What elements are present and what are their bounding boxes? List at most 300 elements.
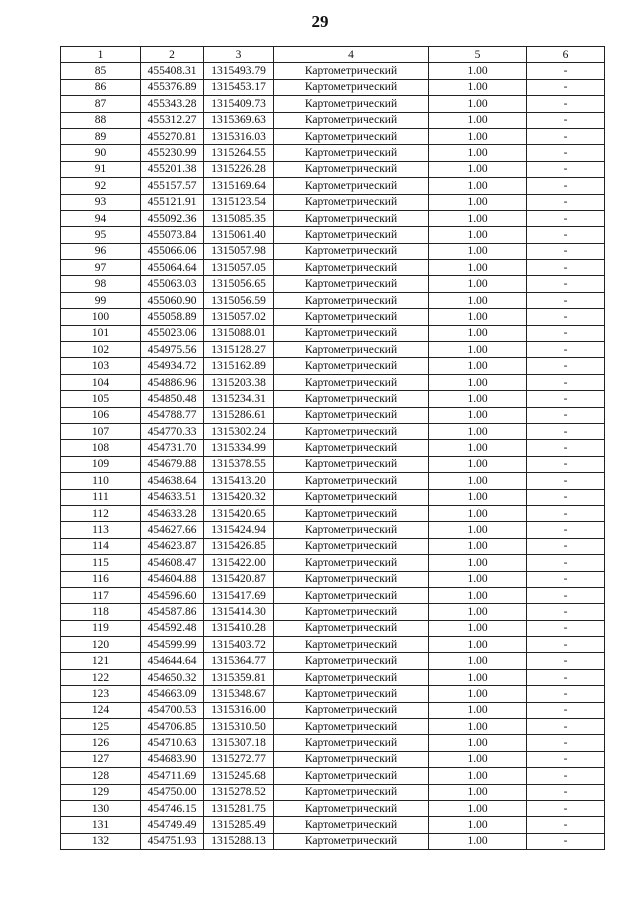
table-cell: 1315286.61 bbox=[204, 407, 274, 423]
table-cell: - bbox=[527, 358, 605, 374]
table-cell: - bbox=[527, 555, 605, 571]
table-cell: 1315245.68 bbox=[204, 768, 274, 784]
table-cell: 110 bbox=[61, 473, 141, 489]
table-cell: - bbox=[527, 407, 605, 423]
table-cell: Картометрический bbox=[274, 637, 429, 653]
table-cell: 454710.63 bbox=[141, 735, 204, 751]
table-cell: 1315420.87 bbox=[204, 571, 274, 587]
table-cell: - bbox=[527, 686, 605, 702]
table-row bbox=[61, 227, 605, 243]
table-cell: 455064.64 bbox=[141, 260, 204, 276]
table-cell: 1.00 bbox=[429, 194, 527, 210]
table-cell: 1.00 bbox=[429, 735, 527, 751]
table-cell: 125 bbox=[61, 719, 141, 735]
table-cell: 1.00 bbox=[429, 719, 527, 735]
table-cell: 1315310.50 bbox=[204, 719, 274, 735]
table-cell: - bbox=[527, 833, 605, 849]
table-cell: 1315413.20 bbox=[204, 473, 274, 489]
table-row bbox=[61, 309, 605, 325]
table-cell: - bbox=[527, 735, 605, 751]
table-cell: Картометрический bbox=[274, 571, 429, 587]
table-cell: 454650.32 bbox=[141, 669, 204, 685]
table-cell: Картометрический bbox=[274, 358, 429, 374]
table-cell: 116 bbox=[61, 571, 141, 587]
table-cell: - bbox=[527, 440, 605, 456]
table-cell: 103 bbox=[61, 358, 141, 374]
table-cell: 1315162.89 bbox=[204, 358, 274, 374]
table-cell: 454750.00 bbox=[141, 784, 204, 800]
table-cell: 454623.87 bbox=[141, 538, 204, 554]
table-cell: 454850.48 bbox=[141, 391, 204, 407]
table-cell: 455312.27 bbox=[141, 112, 204, 128]
table-cell: 1.00 bbox=[429, 833, 527, 849]
coordinates-table bbox=[60, 46, 605, 850]
table-row bbox=[61, 79, 605, 95]
table-cell: 1.00 bbox=[429, 325, 527, 341]
table-cell: - bbox=[527, 522, 605, 538]
table-cell: Картометрический bbox=[274, 522, 429, 538]
table-cell: - bbox=[527, 637, 605, 653]
table-cell: - bbox=[527, 604, 605, 620]
table-cell: 454587.86 bbox=[141, 604, 204, 620]
table-row bbox=[61, 817, 605, 833]
table-cell: - bbox=[527, 112, 605, 128]
table-row bbox=[61, 374, 605, 390]
table-cell: 1315169.64 bbox=[204, 178, 274, 194]
table-row bbox=[61, 63, 605, 79]
table-row bbox=[61, 686, 605, 702]
table-cell: 1.00 bbox=[429, 276, 527, 292]
table-cell: 1315234.31 bbox=[204, 391, 274, 407]
table-cell: 131 bbox=[61, 817, 141, 833]
table-cell: 95 bbox=[61, 227, 141, 243]
table-cell: - bbox=[527, 538, 605, 554]
table-cell: Картометрический bbox=[274, 325, 429, 341]
table-cell: 454886.96 bbox=[141, 374, 204, 390]
table-cell: - bbox=[527, 669, 605, 685]
table-row bbox=[61, 178, 605, 194]
table-cell: Картометрический bbox=[274, 555, 429, 571]
table-cell: 454706.85 bbox=[141, 719, 204, 735]
table-cell: 454770.33 bbox=[141, 423, 204, 439]
table-row bbox=[61, 473, 605, 489]
table-cell: 1.00 bbox=[429, 669, 527, 685]
table-cell: 1.00 bbox=[429, 342, 527, 358]
table-cell: 1315302.24 bbox=[204, 423, 274, 439]
table-cell: 90 bbox=[61, 145, 141, 161]
table-cell: Картометрический bbox=[274, 79, 429, 95]
table-cell: Картометрический bbox=[274, 260, 429, 276]
table-cell: 1315057.05 bbox=[204, 260, 274, 276]
table-cell: 1315316.03 bbox=[204, 128, 274, 144]
table-cell: - bbox=[527, 719, 605, 735]
table-cell: 123 bbox=[61, 686, 141, 702]
table-cell: 129 bbox=[61, 784, 141, 800]
table-cell: Картометрический bbox=[274, 489, 429, 505]
table-cell: 455092.36 bbox=[141, 210, 204, 226]
table-cell: 454633.28 bbox=[141, 505, 204, 521]
table-row bbox=[61, 391, 605, 407]
table-cell: 1.00 bbox=[429, 63, 527, 79]
table-cell: - bbox=[527, 325, 605, 341]
table-cell: 1.00 bbox=[429, 161, 527, 177]
table-cell: 109 bbox=[61, 456, 141, 472]
column-header: 4 bbox=[274, 47, 429, 63]
table-cell: 119 bbox=[61, 620, 141, 636]
table-row bbox=[61, 522, 605, 538]
table-cell: Картометрический bbox=[274, 178, 429, 194]
table-cell: - bbox=[527, 161, 605, 177]
table-cell: 1315493.79 bbox=[204, 63, 274, 79]
table-cell: Картометрический bbox=[274, 604, 429, 620]
table-cell: Картометрический bbox=[274, 423, 429, 439]
table-row bbox=[61, 210, 605, 226]
table-cell: 107 bbox=[61, 423, 141, 439]
table-row bbox=[61, 505, 605, 521]
table-cell: 104 bbox=[61, 374, 141, 390]
table-cell: Картометрический bbox=[274, 768, 429, 784]
table-cell: 115 bbox=[61, 555, 141, 571]
table-cell: 1315422.00 bbox=[204, 555, 274, 571]
table-row bbox=[61, 833, 605, 849]
table-cell: 89 bbox=[61, 128, 141, 144]
table-cell: 454604.88 bbox=[141, 571, 204, 587]
table-cell: 102 bbox=[61, 342, 141, 358]
table-cell: 1315359.81 bbox=[204, 669, 274, 685]
table-cell: 455066.06 bbox=[141, 243, 204, 259]
table-cell: 455343.28 bbox=[141, 96, 204, 112]
table-cell: 1.00 bbox=[429, 686, 527, 702]
table-cell: - bbox=[527, 292, 605, 308]
table-cell: 1315264.55 bbox=[204, 145, 274, 161]
table-cell: 85 bbox=[61, 63, 141, 79]
table-cell: 1.00 bbox=[429, 768, 527, 784]
table-cell: 1315364.77 bbox=[204, 653, 274, 669]
table-header-row bbox=[61, 47, 605, 63]
table-cell: 454751.93 bbox=[141, 833, 204, 849]
table-row bbox=[61, 456, 605, 472]
table-cell: 455063.03 bbox=[141, 276, 204, 292]
table-cell: - bbox=[527, 653, 605, 669]
table-cell: - bbox=[527, 227, 605, 243]
table-cell: 94 bbox=[61, 210, 141, 226]
table-cell: Картометрический bbox=[274, 587, 429, 603]
table-cell: 1315056.59 bbox=[204, 292, 274, 308]
table-cell: - bbox=[527, 473, 605, 489]
table-cell: 455376.89 bbox=[141, 79, 204, 95]
table-row bbox=[61, 620, 605, 636]
column-header: 6 bbox=[527, 47, 605, 63]
table-cell: Картометрический bbox=[274, 669, 429, 685]
table-cell: 1315272.77 bbox=[204, 751, 274, 767]
table-cell: Картометрический bbox=[274, 719, 429, 735]
table-cell: 1.00 bbox=[429, 440, 527, 456]
table-cell: 1315288.13 bbox=[204, 833, 274, 849]
table-cell: 1.00 bbox=[429, 489, 527, 505]
table-cell: 1.00 bbox=[429, 112, 527, 128]
table-cell: 1.00 bbox=[429, 423, 527, 439]
table-cell: Картометрический bbox=[274, 702, 429, 718]
table-cell: 1315226.28 bbox=[204, 161, 274, 177]
table-cell: 1315420.32 bbox=[204, 489, 274, 505]
table-row bbox=[61, 423, 605, 439]
table-cell: - bbox=[527, 128, 605, 144]
table-cell: - bbox=[527, 194, 605, 210]
table-cell: 98 bbox=[61, 276, 141, 292]
table-cell: Картометрический bbox=[274, 817, 429, 833]
table-cell: 455157.57 bbox=[141, 178, 204, 194]
table-cell: 454788.77 bbox=[141, 407, 204, 423]
table-row bbox=[61, 669, 605, 685]
table-cell: 1.00 bbox=[429, 243, 527, 259]
table-cell: - bbox=[527, 784, 605, 800]
table-row bbox=[61, 735, 605, 751]
table-cell: Картометрический bbox=[274, 800, 429, 816]
table-cell: 1315410.28 bbox=[204, 620, 274, 636]
table-cell: 111 bbox=[61, 489, 141, 505]
table-cell: 130 bbox=[61, 800, 141, 816]
table-cell: 1.00 bbox=[429, 784, 527, 800]
table-row bbox=[61, 587, 605, 603]
table-cell: Картометрический bbox=[274, 96, 429, 112]
table-cell: 1.00 bbox=[429, 210, 527, 226]
table-row bbox=[61, 407, 605, 423]
table-cell: - bbox=[527, 587, 605, 603]
column-header: 2 bbox=[141, 47, 204, 63]
table-cell: 1315123.54 bbox=[204, 194, 274, 210]
table-cell: 101 bbox=[61, 325, 141, 341]
table-row bbox=[61, 260, 605, 276]
table-cell: 88 bbox=[61, 112, 141, 128]
table-cell: - bbox=[527, 145, 605, 161]
table-cell: 1.00 bbox=[429, 128, 527, 144]
table-cell: Картометрический bbox=[274, 243, 429, 259]
table-cell: 132 bbox=[61, 833, 141, 849]
table-cell: 1315285.49 bbox=[204, 817, 274, 833]
table-cell: Картометрический bbox=[274, 653, 429, 669]
page-number: 29 bbox=[311, 12, 329, 31]
table-cell: 120 bbox=[61, 637, 141, 653]
table-cell: Картометрический bbox=[274, 145, 429, 161]
table-cell: 1315061.40 bbox=[204, 227, 274, 243]
table-row bbox=[61, 555, 605, 571]
table-cell: 128 bbox=[61, 768, 141, 784]
table-cell: 1315281.75 bbox=[204, 800, 274, 816]
table-body bbox=[61, 63, 605, 850]
table-cell: 1.00 bbox=[429, 620, 527, 636]
table-cell: 1.00 bbox=[429, 358, 527, 374]
table-cell: 454599.99 bbox=[141, 637, 204, 653]
table-cell: 1315378.55 bbox=[204, 456, 274, 472]
table-cell: Картометрический bbox=[274, 63, 429, 79]
table-row bbox=[61, 702, 605, 718]
table-cell: 99 bbox=[61, 292, 141, 308]
table-cell: 1.00 bbox=[429, 637, 527, 653]
table-cell: Картометрический bbox=[274, 751, 429, 767]
table-cell: Картометрический bbox=[274, 407, 429, 423]
table-cell: Картометрический bbox=[274, 620, 429, 636]
table-cell: 1.00 bbox=[429, 456, 527, 472]
table-cell: - bbox=[527, 63, 605, 79]
table-cell: 1.00 bbox=[429, 702, 527, 718]
table-cell: - bbox=[527, 800, 605, 816]
table-cell: 118 bbox=[61, 604, 141, 620]
table-cell: 455201.38 bbox=[141, 161, 204, 177]
table-row bbox=[61, 194, 605, 210]
table-row bbox=[61, 784, 605, 800]
table-row bbox=[61, 800, 605, 816]
table-cell: 454683.90 bbox=[141, 751, 204, 767]
table-cell: Картометрический bbox=[274, 538, 429, 554]
table-cell: 1315409.73 bbox=[204, 96, 274, 112]
table-cell: 106 bbox=[61, 407, 141, 423]
table-cell: 1.00 bbox=[429, 555, 527, 571]
table-cell: - bbox=[527, 456, 605, 472]
table-cell: - bbox=[527, 620, 605, 636]
table-cell: 1.00 bbox=[429, 407, 527, 423]
table-cell: 1315420.65 bbox=[204, 505, 274, 521]
table-row bbox=[61, 637, 605, 653]
table-cell: 87 bbox=[61, 96, 141, 112]
table-cell: 1.00 bbox=[429, 374, 527, 390]
table-cell: 105 bbox=[61, 391, 141, 407]
table-cell: 127 bbox=[61, 751, 141, 767]
table-row bbox=[61, 292, 605, 308]
table-cell: 1315424.94 bbox=[204, 522, 274, 538]
table-cell: Картометрический bbox=[274, 473, 429, 489]
table-cell: 455060.90 bbox=[141, 292, 204, 308]
table-cell: 454711.69 bbox=[141, 768, 204, 784]
table-row bbox=[61, 243, 605, 259]
table-cell: - bbox=[527, 391, 605, 407]
table-cell: 1.00 bbox=[429, 653, 527, 669]
table-cell: Картометрический bbox=[274, 440, 429, 456]
table-cell: 1315334.99 bbox=[204, 440, 274, 456]
table-cell: 121 bbox=[61, 653, 141, 669]
table-row bbox=[61, 768, 605, 784]
table-cell: 1.00 bbox=[429, 800, 527, 816]
table-cell: - bbox=[527, 210, 605, 226]
table-cell: 97 bbox=[61, 260, 141, 276]
table-cell: 122 bbox=[61, 669, 141, 685]
table-cell: 124 bbox=[61, 702, 141, 718]
table-cell: 455408.31 bbox=[141, 63, 204, 79]
table-cell: - bbox=[527, 260, 605, 276]
table-cell: - bbox=[527, 423, 605, 439]
table-cell: 1.00 bbox=[429, 473, 527, 489]
table-cell: Картометрический bbox=[274, 833, 429, 849]
table-cell: 1.00 bbox=[429, 96, 527, 112]
table-cell: 86 bbox=[61, 79, 141, 95]
table-cell: 455230.99 bbox=[141, 145, 204, 161]
table-cell: 100 bbox=[61, 309, 141, 325]
table-cell: 1315056.65 bbox=[204, 276, 274, 292]
table-cell: Картометрический bbox=[274, 112, 429, 128]
table-cell: 117 bbox=[61, 587, 141, 603]
table-cell: - bbox=[527, 243, 605, 259]
table-cell: 454596.60 bbox=[141, 587, 204, 603]
table-cell: 108 bbox=[61, 440, 141, 456]
table-row bbox=[61, 161, 605, 177]
table-cell: - bbox=[527, 817, 605, 833]
table-cell: 454644.64 bbox=[141, 653, 204, 669]
table-row bbox=[61, 112, 605, 128]
table-cell: 454746.15 bbox=[141, 800, 204, 816]
table-row bbox=[61, 751, 605, 767]
table-cell: - bbox=[527, 489, 605, 505]
table-cell: - bbox=[527, 178, 605, 194]
table-row bbox=[61, 96, 605, 112]
table-cell: 1315403.72 bbox=[204, 637, 274, 653]
column-header: 3 bbox=[204, 47, 274, 63]
table-cell: 1.00 bbox=[429, 571, 527, 587]
table-cell: 454679.88 bbox=[141, 456, 204, 472]
table-cell: 1315203.38 bbox=[204, 374, 274, 390]
table-row bbox=[61, 325, 605, 341]
table-cell: 1.00 bbox=[429, 604, 527, 620]
table-cell: - bbox=[527, 702, 605, 718]
table-cell: 1315426.85 bbox=[204, 538, 274, 554]
table-row bbox=[61, 489, 605, 505]
table-cell: 454663.09 bbox=[141, 686, 204, 702]
table-cell: 455121.91 bbox=[141, 194, 204, 210]
table-cell: 93 bbox=[61, 194, 141, 210]
table-cell: 1.00 bbox=[429, 145, 527, 161]
table-cell: 1315088.01 bbox=[204, 325, 274, 341]
table-cell: 1.00 bbox=[429, 391, 527, 407]
table-cell: 455058.89 bbox=[141, 309, 204, 325]
table-cell: 92 bbox=[61, 178, 141, 194]
table-cell: 1315278.52 bbox=[204, 784, 274, 800]
table-cell: - bbox=[527, 505, 605, 521]
table-cell: 1.00 bbox=[429, 79, 527, 95]
table-cell: Картометрический bbox=[274, 309, 429, 325]
table-cell: 454627.66 bbox=[141, 522, 204, 538]
table-cell: 454638.64 bbox=[141, 473, 204, 489]
table-row bbox=[61, 538, 605, 554]
table-cell: 455023.06 bbox=[141, 325, 204, 341]
table-cell: Картометрический bbox=[274, 161, 429, 177]
table-cell: Картометрический bbox=[274, 292, 429, 308]
table-cell: 455270.81 bbox=[141, 128, 204, 144]
table-cell: Картометрический bbox=[274, 210, 429, 226]
table-cell: 1315307.18 bbox=[204, 735, 274, 751]
table-cell: 1.00 bbox=[429, 817, 527, 833]
table-row bbox=[61, 719, 605, 735]
table-cell: Картометрический bbox=[274, 686, 429, 702]
table-cell: Картометрический bbox=[274, 735, 429, 751]
column-header: 1 bbox=[61, 47, 141, 63]
table-row bbox=[61, 145, 605, 161]
table-row bbox=[61, 653, 605, 669]
table-cell: 1315348.67 bbox=[204, 686, 274, 702]
table-cell: 455073.84 bbox=[141, 227, 204, 243]
table-cell: Картометрический bbox=[274, 505, 429, 521]
table-cell: Картометрический bbox=[274, 784, 429, 800]
table-cell: 1.00 bbox=[429, 227, 527, 243]
table-cell: 454975.56 bbox=[141, 342, 204, 358]
table-cell: Картометрический bbox=[274, 391, 429, 407]
table-cell: 1315414.30 bbox=[204, 604, 274, 620]
table-cell: 91 bbox=[61, 161, 141, 177]
table-row bbox=[61, 342, 605, 358]
table-cell: Картометрический bbox=[274, 194, 429, 210]
table-cell: Картометрический bbox=[274, 456, 429, 472]
table-cell: 1.00 bbox=[429, 751, 527, 767]
table-cell: Картометрический bbox=[274, 128, 429, 144]
table-cell: - bbox=[527, 79, 605, 95]
table-cell: - bbox=[527, 309, 605, 325]
